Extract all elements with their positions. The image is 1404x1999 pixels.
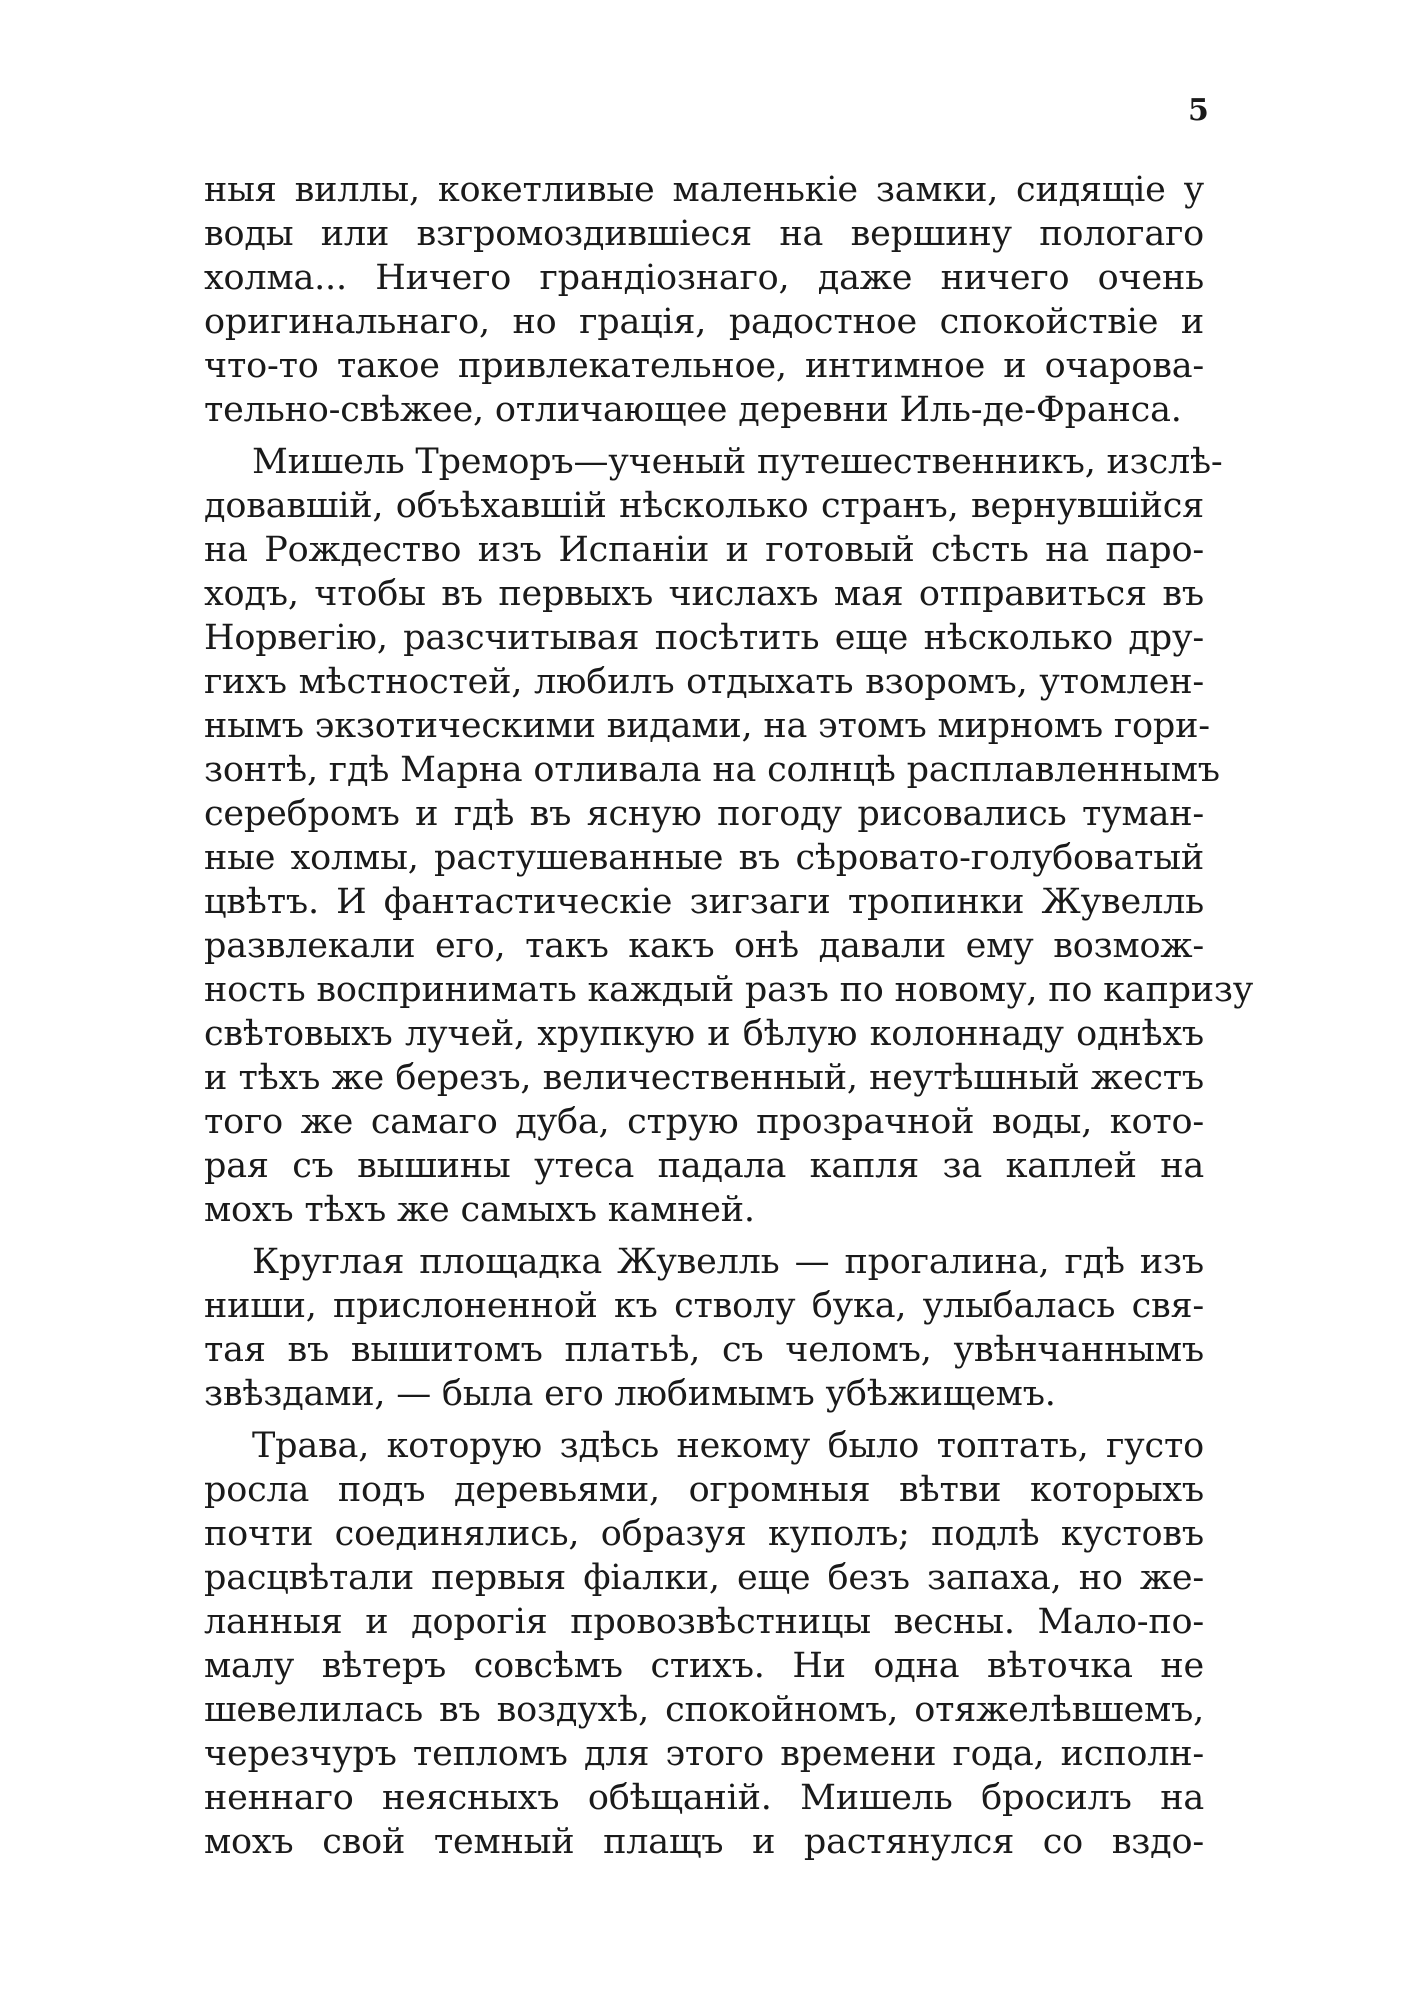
text-line: тая въ вышитомъ платьѣ, съ челомъ, увѣнчаннымъ [204,1330,1204,1370]
text-line: мохъ тѣхъ же самыхъ камней. [204,1190,755,1230]
text-line: серебромъ и гдѣ въ ясную погоду рисовались туман- [204,794,1204,834]
text-line: черезчуръ тепломъ для этого времени года, исполн- [204,1734,1204,1774]
text-line: ниши, прислоненной къ стволу бука, улыбалась свя- [204,1286,1204,1326]
text-line: Трава, которую здѣсь некому было топтать, густо [252,1426,1204,1466]
paragraph [204,1424,1204,1864]
text-line: почти соединялись, образуя куполъ; подлѣ кустовъ [204,1514,1204,1554]
text-line: шевелилась въ воздухѣ, спокойномъ, отяжелѣвшемъ, [204,1690,1204,1730]
text-line: довавшій, объѣхавшій нѣсколько странъ, вернувшійся [204,486,1204,526]
paragraph [204,1240,1204,1416]
text-line: холма... Ничего грандіознаго, даже ничего очень [204,258,1204,298]
text-line: и тѣхъ же березъ, величественный, неутѣшный жестъ [204,1058,1204,1098]
text-line: росла подъ деревьями, огромныя вѣтви которыхъ [204,1470,1204,1510]
text-line: Норвегію, разсчитывая посѣтить еще нѣсколько дру- [204,618,1204,658]
text-line: ходъ, чтобы въ первыхъ числахъ мая отправиться въ [204,574,1204,614]
paragraph [204,168,1204,432]
text-line: свѣтовыхъ лучей, хрупкую и бѣлую колоннаду однѣхъ [204,1014,1204,1054]
text-line: развлекали его, такъ какъ онѣ давали ему возмож- [204,926,1204,966]
text-line: ланныя и дорогія провозвѣстницы весны. Мало-по- [204,1602,1204,1642]
text-line: тельно-свѣжее, отличающее деревни Иль-де-Франса. [204,390,1182,430]
text-line: гихъ мѣстностей, любилъ отдыхать взоромъ, утомлен- [204,662,1204,702]
text-line: ность воспринимать каждый разъ по новому, по капризу [204,970,1254,1010]
text-line: малу вѣтеръ совсѣмъ стихъ. Ни одна вѣточка не [204,1646,1204,1686]
text-line: Круглая площадка Жувелль — прогалина, гдѣ изъ [252,1242,1204,1282]
text-line: зонтѣ, гдѣ Марна отливала на солнцѣ расплавленнымъ [204,750,1220,790]
text-line: ныя виллы, кокетливые маленькіе замки, сидящіе у [204,170,1204,210]
text-line: Мишель Треморъ—ученый путешественникъ, изслѣ- [252,442,1223,482]
text-line: рая съ вышины утеса падала капля за каплей на [204,1146,1204,1186]
paragraph [204,440,1254,1232]
text-line: мохъ свой темный плащъ и растянулся со вздо- [204,1822,1204,1862]
page-number: 5 [1188,93,1209,128]
text-line: звѣздами, — была его любимымъ убѣжищемъ. [204,1374,1056,1414]
text-line: на Рождество изъ Испаніи и готовый сѣсть на паро- [204,530,1204,570]
text-line: оригинальнаго, но грація, радостное спокойствіе и [204,302,1204,342]
body-text [204,168,1254,1872]
text-line: ные холмы, растушеванные въ сѣровато-голубоватый [204,838,1204,878]
text-line: цвѣтъ. И фантастическіе зигзаги тропинки Жувелль [204,882,1204,922]
text-line: расцвѣтали первыя фіалки, еще безъ запаха, но же- [204,1558,1204,1598]
text-line: неннаго неясныхъ обѣщаній. Мишель бросилъ на [204,1778,1204,1818]
text-line: того же самаго дуба, струю прозрачной воды, кото- [204,1102,1204,1142]
text-line: что-то такое привлекательное, интимное и очарова- [204,346,1204,386]
text-line: нымъ экзотическими видами, на этомъ мирномъ гори- [204,706,1210,746]
text-line: воды или взгромоздившіеся на вершину пологаго [204,214,1204,254]
